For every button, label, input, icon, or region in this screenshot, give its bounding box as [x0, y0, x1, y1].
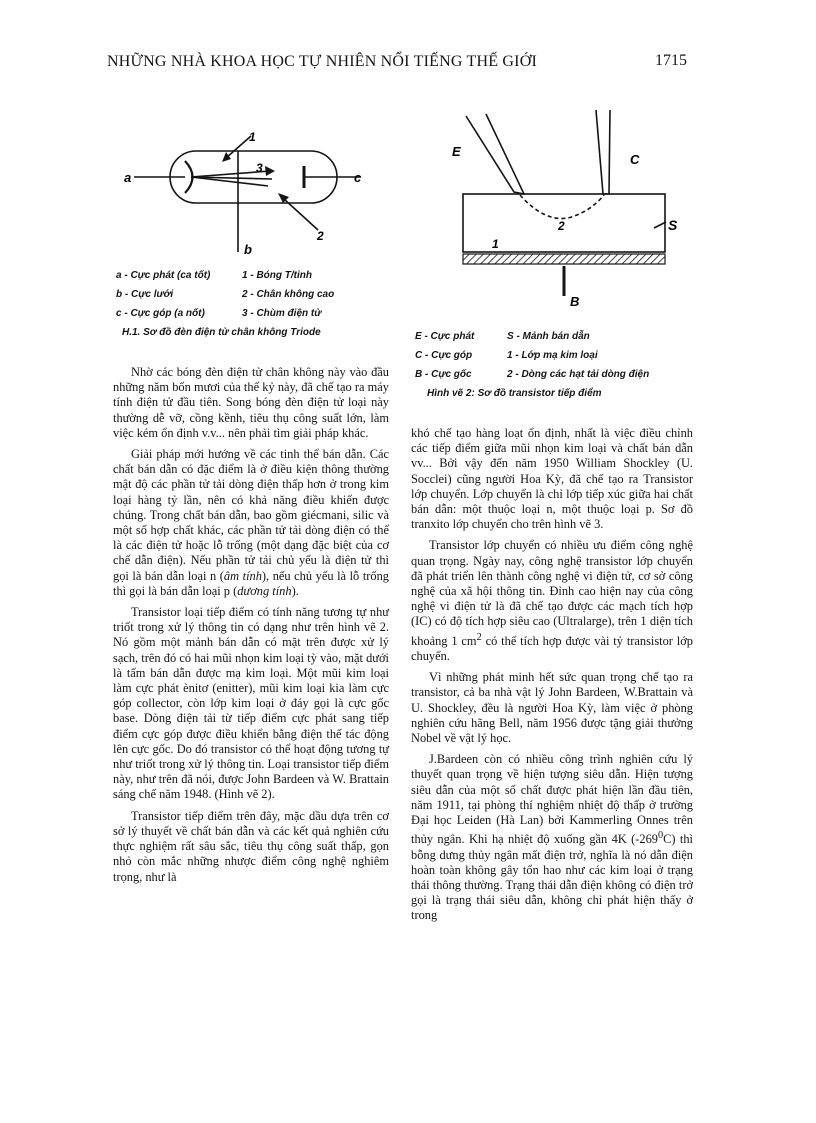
label-b: b — [244, 242, 252, 257]
figure1-title: H.1. Sơ đồ đèn điện tử chân không Triode — [122, 327, 321, 338]
label-3: 3 — [256, 161, 263, 175]
legend-row: a - Cực phát (ca tốt) 1 - Bóng T/tinh — [116, 270, 312, 281]
collector-needle — [596, 110, 610, 194]
triode-diagram — [118, 126, 378, 262]
label-1: 1 — [249, 130, 256, 144]
paragraph: Nhờ các bóng đèn điện tử chân không này vào đầu những năm bốn mươi của thế kỷ này, đã chế tạo ra máy tính điện tử đầu tiên. Song bóng đèn điện tử loại này thường dễ vỡ, cồng kềnh, tiêu thụ công suất lớn, làm việc kém ổn định v.v... nên phải tìm giải pháp khác. — [113, 365, 389, 440]
legend-row: E - Cực phát S - Mảnh bán dẫn — [415, 331, 590, 342]
figure2-title: Hình vẽ 2: Sơ đồ transistor tiếp điểm — [427, 388, 602, 399]
right-text-column — [411, 426, 693, 930]
paragraph: Giải pháp mới hướng về các tinh thể bán dẫn. Các chất bán dẫn có đặc điểm là ở điều kiện thông thường mật độ các phần tử tải dòng điện thấp hơn ở trong kim loại hàng tỷ lần, nên có khả năng điều khiển được chúng. Trong chất bán dẫn, bao gồm giécmani, silic và một số hợp chất khác, các phần tử tải dòng điện có thể là các điện tử hoặc lỗ trống (một dạng đặc biệt của cơ chế dẫn điện). Nếu phần tử tải chủ yếu là điện tử thì gọi là bán dẫn loại n (âm tính), nếu chủ yếu là lỗ trống thì gọi là bán dẫn loại p (dương tính). — [113, 447, 389, 598]
legend-row: b - Cực lưới 2 - Chân không cao — [116, 289, 335, 300]
arrowhead-1 — [222, 152, 231, 162]
emitter-needle — [466, 114, 524, 194]
legend-row: C - Cực góp 1 - Lớp mạ kim loại — [415, 350, 598, 361]
transistor-diagram — [446, 100, 706, 316]
label-2: 2 — [317, 229, 324, 243]
page-header-title: NHỮNG NHÀ KHOA HỌC TỰ NHIÊN NỔI TIẾNG THẾ GIỚI — [107, 53, 537, 70]
carrier-path — [520, 195, 604, 219]
paragraph: Transistor lớp chuyển có nhiều ưu điểm công nghệ quan trọng. Ngày nay, công nghệ transistor lớp chuyển đã phát triển lên thành công nghệ vi điện tử, cơ sở công nghệ của xã hội thông tin. Đỉnh cao hiện nay của công nghệ vi điện tử là đã chế tạo được các mạch tích hợp (IC) có độ tích hợp siêu cao (Ultralarge), trên 1 diện tích khoảng 1 $cm^2$ có thể tích hợp được vài tỷ transistor lớp chuyển. — [411, 538, 693, 663]
label-C: C — [630, 152, 640, 167]
paragraph: Transistor loại tiếp điểm có tính năng tương tự như triốt trong xử lý thông tin có dạng như trên hình vẽ 2. Nó gồm một mảnh bán dẫn có mặt trên được xử lý sạch, trên đó có hai mũi nhọn kim loại tỳ vào, mặt dưới là tấm bán dẫn được mạ kim loại. Một mũi kim loại làm cực phát ènitơ (enitter), mũi kim loại kia làm cực góp collector, còn lớp kim loại ở đáy gọi là cực gốc base. Dòng điện tải từ tiếp điểm cực phát sang tiếp điểm cực góp được điều khiển bằng điện thế tác động lên cực gốc. Do đó transistor có thể hoạt động tương tự như triốt trong xử lý thông tin. Loại transistor tiếp điểm này, như trên đã nói, được John Bardeen và W. Brattain sáng chế năm 1948. (Hình vẽ 2). — [113, 605, 390, 802]
arrowhead-3 — [265, 166, 275, 176]
label-S: S — [668, 217, 678, 233]
metal-plating-layer — [463, 254, 665, 264]
legend-row: c - Cực góp (a nốt) 3 - Chùm điện tử — [116, 308, 322, 319]
figure1-caption — [116, 266, 334, 342]
label-1: 1 — [492, 237, 499, 251]
paragraph: Transistor tiếp điểm trên đây, mặc dầu dựa trên cơ sở lý thuyết về chất bán dẫn và các kết quả nghiên cứu thực nghiệm rất sâu sắc, tiêu thụ công suất thấp, gọn nhỏ còn mắc những nhược điểm công nghệ nghiêm trọng, như là — [113, 808, 389, 884]
paragraph: J.Bardeen còn có nhiều công trình nghiên cứu lý thuyết quan trọng về hiện tượng siêu dẫn. Hiện tượng siêu dẫn của một số chất được phát hiện lần đầu tiên, năm 1911, tại phòng thí nghiệm nhiệt độ thấp ở trường Đại học Leiden (Hà Lan) bởi Kammerling Onnes trên thủy ngân. Khi hạ nhiệt độ xuống gần 4K $(-269^0C)$ thì bỗng dưng thủy ngân mất điện trở, nghĩa là nó dẫn điện hoàn toàn không gây tổn hao như các kim loại ở trạng thái thông thường. Trạng thái dẫn điện không có điện trở gọi là trạng thái siêu dẫn, không chỉ phát hiện thấy ở trong — [411, 752, 693, 923]
label-E: E — [452, 144, 461, 159]
left-text-column — [113, 365, 389, 891]
label-c: c — [354, 170, 362, 185]
figure2-caption — [415, 327, 649, 403]
paragraph: Vì những phát minh hết sức quan trọng chế tạo ra transistor, cả ba nhà vật lý John Bardeen, W.Brattain và U. Shockley, đều là người Hoa Kỳ, làm việc ở phòng nghiên cứu hãng Bell, năm 1956 được tặng giải thưởng Nobel về vật lý học. — [411, 670, 693, 745]
paragraph: khó chế tạo hàng loạt ổn định, nhất là việc điều chỉnh các tiếp điểm giữa mũi nhọn kim loại và chất bán dẫn vv... Bởi vậy đến năm 1950 William Shockley (U. Socclei) cũng người Hoa Kỳ, đã chế tạo ra Transistor lớp chuyển. Lớp chuyển là chỉ lớp tiếp xúc giữa hai chất bán dẫn: một thuộc loại n, một thuộc loại p. Sơ đồ tranxito lớp chuyển cho trên hình vẽ 3. — [411, 426, 693, 532]
legend-row: B - Cực gốc 2 - Dòng các hạt tải dòng điện — [415, 369, 650, 380]
label-2: 2 — [558, 219, 565, 233]
page-number: 1715 — [655, 52, 687, 69]
label-a: a — [124, 170, 132, 185]
label-B: B — [570, 294, 580, 309]
